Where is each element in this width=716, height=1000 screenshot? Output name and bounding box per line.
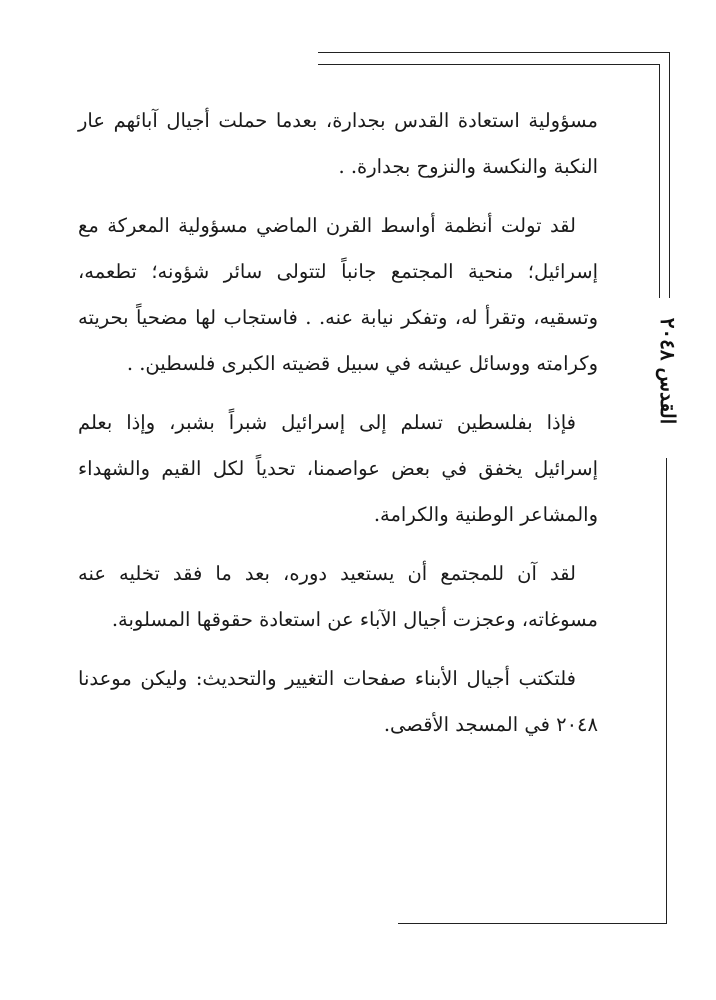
frame-line-lower-right xyxy=(666,458,667,924)
page-body xyxy=(78,98,598,761)
frame-line-bottom xyxy=(398,923,667,924)
paragraph-1: مسؤولية استعادة القدس بجدارة، بعدما حملت أجيال آبائهم عار النكبة والنكسة والنزوح بجدارة. . xyxy=(78,109,598,178)
paragraph-3: فإذا بفلسطين تسلم إلى إسرائيل شبراً بشبر، وإذا بعلم إسرائيل يخفق في بعض عواصمنا، تحدياً لكل القيم والشهداء والمشاعر الوطنية والكرامة. xyxy=(78,411,598,526)
paragraph-2: لقد تولت أنظمة أواسط القرن الماضي مسؤولية المعركة مع إسرائيل؛ منحية المجتمع جانباً لتتولى سائر شؤونه؛ تطعمه، وتسقيه، وتقرأ له، وتفكر نيابة عنه. . فاستجاب لها مضحياً بحريته وكرامته ووسائل عيشه في سبيل قضيته الكبرى فلسطين. . xyxy=(78,214,598,375)
paragraph-4: لقد آن للمجتمع أن يستعيد دوره، بعد ما فقد تخليه عنه مسوغاته، وعجزت أجيال الآباء عن استعادة حقوقها المسلوبة. xyxy=(78,562,598,631)
frame-line-outer-top xyxy=(318,52,670,53)
running-header-title: القدس ٢٠٤٨ xyxy=(656,317,680,425)
frame-line-inner-right xyxy=(659,64,660,298)
paragraph-5: فلتكتب أجيال الأبناء صفحات التغيير والتحديث: وليكن موعدنا ٢٠٤٨ في المسجد الأقصى. xyxy=(78,667,598,736)
frame-line-inner-top xyxy=(318,64,660,65)
frame-line-outer-right xyxy=(669,52,670,298)
